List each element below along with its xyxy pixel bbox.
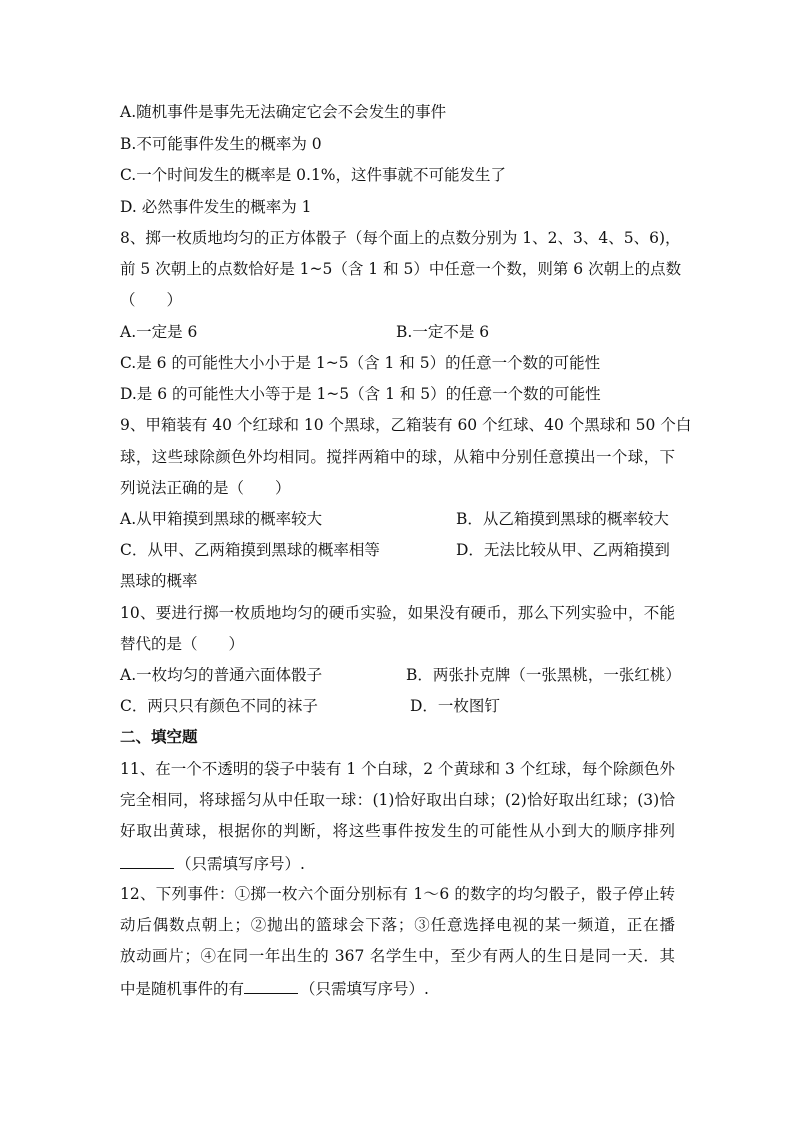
- q8-stem-line1: 8、掷一枚质地均匀的正方体骰子（每个面上的点数分别为 1、2、3、4、5、6)，: [120, 229, 681, 247]
- section-title-fill-in: 二、填空题: [120, 728, 198, 746]
- q10-option-a: A.一枚均匀的普通六面体骰子: [120, 666, 323, 684]
- q10-stem-line1: 10、要进行掷一枚质地均匀的硬币实验，如果没有硬币，那么下列实验中，不能: [120, 604, 675, 622]
- q8-stem-line2: 前 5 次朝上的点数恰好是 1~5（含 1 和 5）中任意一个数，则第 6 次朝上的点数: [120, 260, 682, 278]
- q9-options-row1: [120, 509, 675, 529]
- q9-option-a: A.从甲箱摸到黑球的概率较大: [120, 510, 323, 528]
- q12-stem-line4-tail: （只需填写序号）.: [300, 980, 429, 998]
- q9-stem-line3: 列说法正确的是（ ）: [120, 479, 291, 497]
- q10-option-b: B．两张扑克牌（一张黑桃，一张红桃）: [406, 666, 681, 684]
- q12-stem-line2: 动后偶数点朝上；②抛出的篮球会下落；③任意选择电视的某一频道，正在播: [120, 916, 675, 934]
- q8-option-b: B.一定不是 6: [396, 323, 490, 341]
- q8-stem-line3: （ ）: [120, 291, 183, 309]
- q9-option-d-cont: 黑球的概率: [120, 572, 198, 590]
- q10-options-row1: [120, 665, 681, 685]
- q9-stem-line2: 球，这些球除颜色外均相同。搅拌两箱中的球，从箱中分别任意摸出一个球，下: [120, 448, 675, 466]
- q11-stem-line2: 完全相同，将球摇匀从中任取一球：(1)恰好取出白球；(2)恰好取出红球；(3)恰: [120, 791, 675, 809]
- q11-stem-line4: [120, 852, 305, 874]
- q8-options-row1: [120, 322, 675, 342]
- q7-option-d: D. 必然事件发生的概率为 1: [120, 198, 312, 216]
- q10-option-d: D．一枚图钉: [410, 697, 500, 715]
- q9-option-d: D．无法比较从甲、乙两箱摸到: [456, 541, 670, 559]
- q10-stem-line2: 替代的是（ ）: [120, 635, 245, 653]
- q12-answer-blank[interactable]: [244, 977, 298, 994]
- q10-option-c: C．两只只有颜色不同的袜子: [120, 697, 318, 715]
- q9-stem-line1: 9、甲箱装有 40 个红球和 10 个黑球，乙箱装有 60 个红球、40 个黑球和 50 个白: [120, 416, 692, 434]
- q8-option-d: D.是 6 的可能性大小等于是 1~5（含 1 和 5）的任意一个数的可能性: [120, 385, 601, 403]
- q8-option-c: C.是 6 的可能性大小小于是 1~5（含 1 和 5）的任意一个数的可能性: [120, 354, 601, 372]
- q10-options-row2: [120, 696, 675, 716]
- q12-stem-line4: [120, 977, 429, 999]
- q12-stem-line1: 12、下列事件：①掷一枚六个面分别标有 1～6 的数字的均匀骰子，骰子停止转: [120, 885, 675, 903]
- q9-option-c: C．从甲、乙两箱摸到黑球的概率相等: [120, 541, 380, 559]
- q12-stem-line4-text: 中是随机事件的有: [120, 980, 245, 998]
- q8-option-a: A.一定是 6: [120, 323, 198, 341]
- q11-stem-line1: 11、在一个不透明的袋子中装有 1 个白球，2 个黄球和 3 个红球，每个除颜色外: [120, 760, 675, 778]
- q9-option-b: B．从乙箱摸到黑球的概率较大: [456, 510, 669, 528]
- q9-options-row2: [120, 540, 675, 560]
- q12-stem-line3: 放动画片；④在同一年出生的 367 名学生中，至少有两人的生日是同一天．其: [120, 947, 675, 965]
- q11-answer-blank[interactable]: [120, 852, 174, 869]
- q7-option-b: B.不可能事件发生的概率为 0: [120, 135, 322, 153]
- q11-stem-line3: 好取出黄球，根据你的判断，将这些事件按发生的可能性从小到大的顺序排列: [120, 822, 675, 840]
- q7-option-a: A.随机事件是事先无法确定它会不会发生的事件: [120, 103, 447, 121]
- q7-option-c: C.一个时间发生的概率是 0.1%，这件事就不可能发生了: [120, 166, 507, 184]
- q11-stem-line4-text: （只需填写序号）.: [176, 855, 305, 873]
